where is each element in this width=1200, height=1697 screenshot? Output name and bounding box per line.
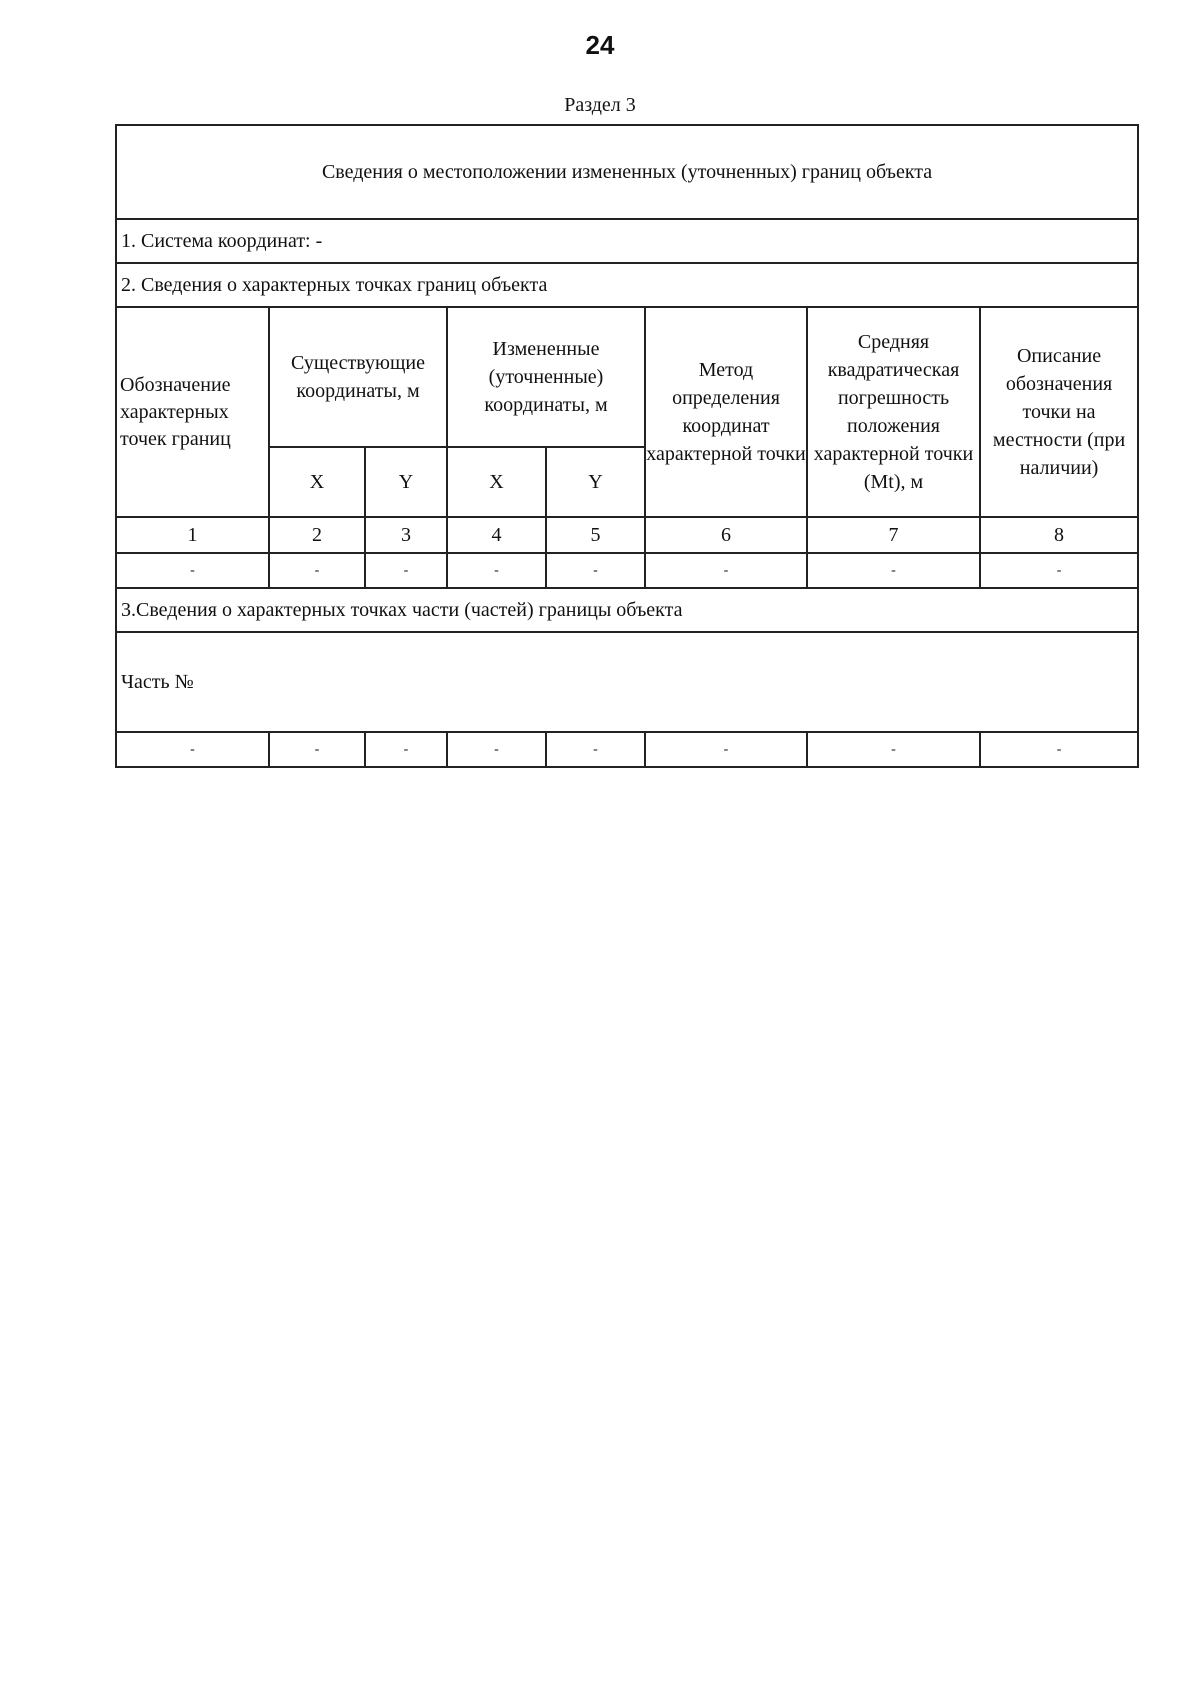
- column-number: 1: [116, 517, 269, 553]
- table-cell: -: [116, 732, 269, 767]
- column-number: 2: [269, 517, 365, 553]
- header-changed-y: Y: [546, 447, 645, 517]
- section-label: Раздел 3: [564, 94, 636, 116]
- table-cell: -: [269, 732, 365, 767]
- table-cell: -: [980, 553, 1138, 588]
- table-cell: -: [365, 553, 447, 588]
- header-changed-x: X: [447, 447, 546, 517]
- header-mean-error: Средняя квадратическая погрешность положения характерной точки (Mt), м: [807, 307, 980, 517]
- table-cell: -: [807, 553, 980, 588]
- page-number: 24: [585, 30, 615, 60]
- table-cell: -: [980, 732, 1138, 767]
- table-cell: -: [365, 732, 447, 767]
- table-cell: -: [645, 732, 807, 767]
- parts-heading: 3.Сведения о характерных точках части (частей) границы объекта: [116, 588, 1138, 632]
- table-cell: -: [447, 732, 546, 767]
- column-number: 6: [645, 517, 807, 553]
- header-existing-x: X: [269, 447, 365, 517]
- part-number-label: Часть №: [116, 632, 1138, 732]
- header-designation: Обозначение характерных точек границ: [116, 307, 269, 517]
- column-number: 5: [546, 517, 645, 553]
- column-number: 7: [807, 517, 980, 553]
- column-number: 3: [365, 517, 447, 553]
- points-heading: 2. Сведения о характерных точках границ объекта: [116, 263, 1138, 307]
- table-cell: -: [269, 553, 365, 588]
- header-existing-y: Y: [365, 447, 447, 517]
- column-number: 4: [447, 517, 546, 553]
- column-number: 8: [980, 517, 1138, 553]
- table-cell: -: [447, 553, 546, 588]
- header-method: Метод определения координат характерной точки: [645, 307, 807, 517]
- header-changed-coordinates: Измененные (уточненные) координаты, м: [447, 307, 645, 447]
- header-existing-coordinates: Существующие координаты, м: [269, 307, 447, 447]
- table-cell: -: [546, 553, 645, 588]
- table-cell: -: [116, 553, 269, 588]
- form-title: Сведения о местоположении измененных (уточненных) границ объекта: [116, 125, 1138, 219]
- table-cell: -: [645, 553, 807, 588]
- table-cell: -: [807, 732, 980, 767]
- table-cell: -: [546, 732, 645, 767]
- coordinate-system: 1. Система координат: -: [116, 219, 1138, 263]
- header-description: Описание обозначения точки на местности (при наличии): [980, 307, 1138, 517]
- boundary-points-table: [115, 124, 1139, 768]
